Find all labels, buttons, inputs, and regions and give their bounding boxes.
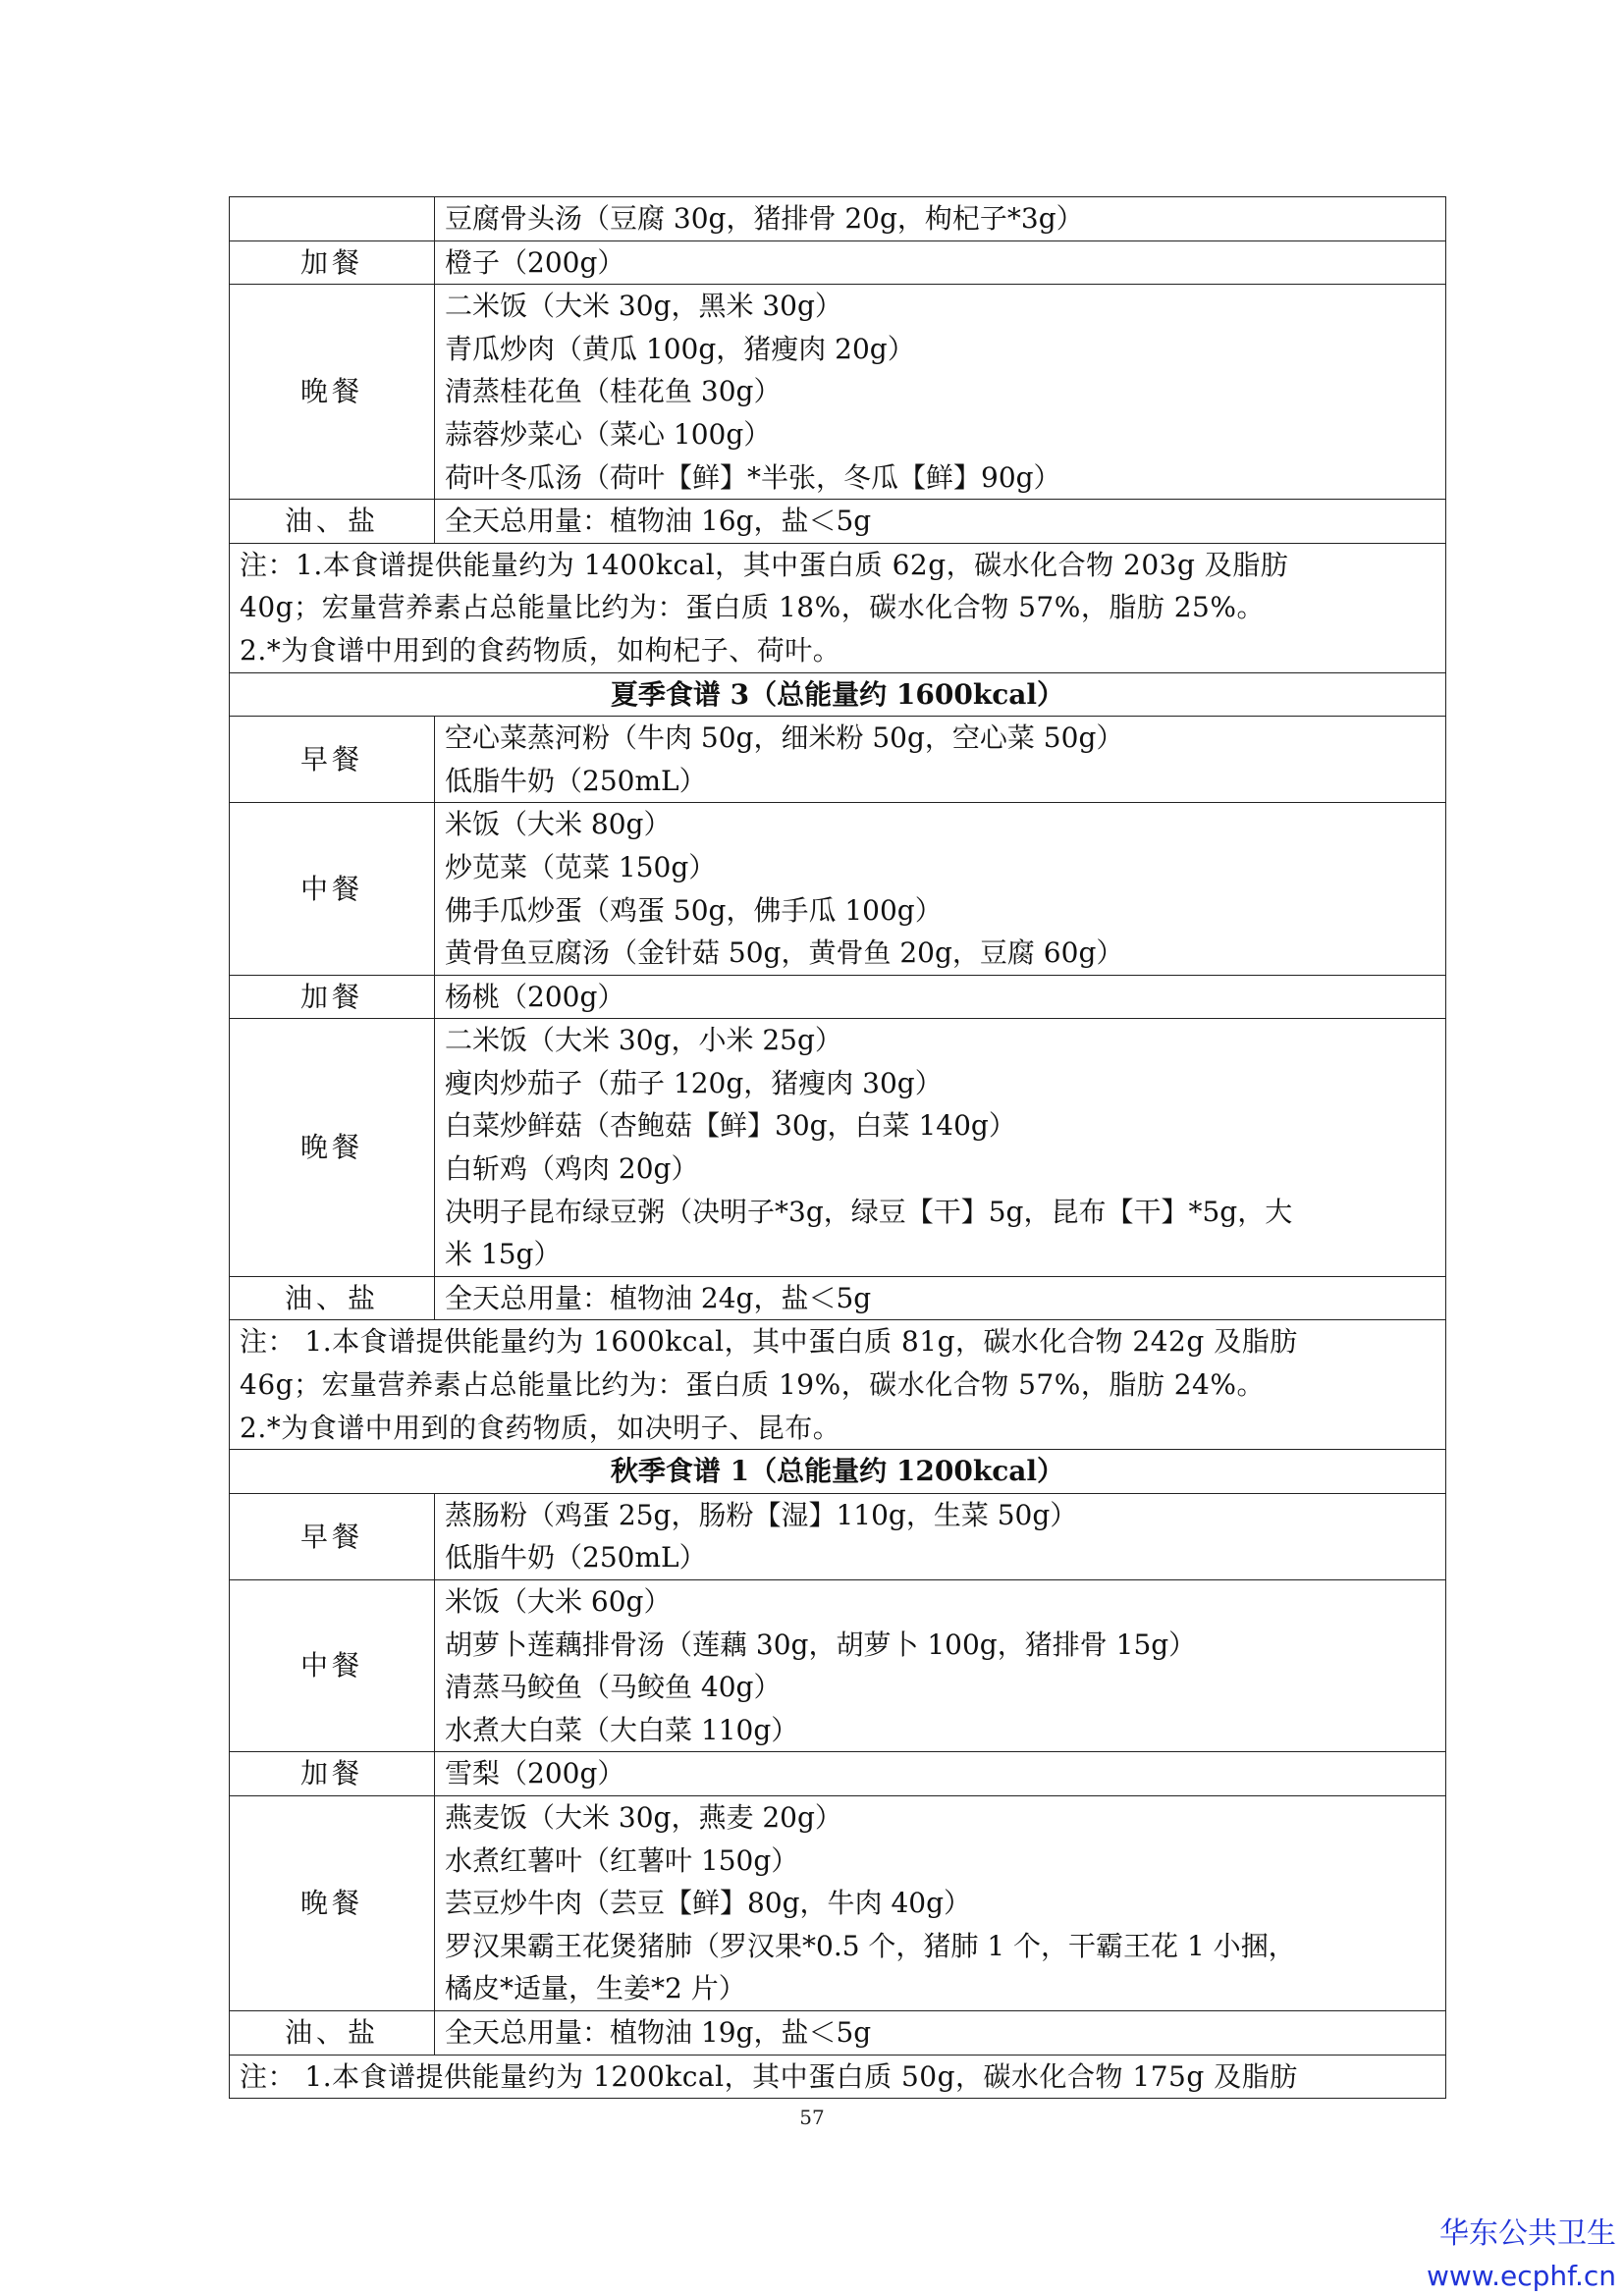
meal-label: 早餐 xyxy=(230,717,435,803)
watermark-url: www.ecphf.cn xyxy=(1426,2260,1616,2292)
meal-items xyxy=(435,1580,1446,1752)
meal-items xyxy=(435,1276,1446,1320)
meal-item: 二米饭（大米 30g，黑米 30g） xyxy=(445,290,842,323)
meal-label: 油、盐 xyxy=(230,1276,435,1320)
meal-item: 橘皮*适量，生姜*2 片） xyxy=(445,1972,746,2005)
meal-item: 米饭（大米 60g） xyxy=(445,1585,672,1618)
meal-item: 荷叶冬瓜汤（荷叶【鲜】*半张，冬瓜【鲜】90g） xyxy=(445,460,1061,494)
page-number: 57 xyxy=(799,2106,825,2129)
meal-row xyxy=(230,500,1446,544)
meal-item: 白菜炒鲜菇（杏鲍菇【鲜】30g，白菜 140g） xyxy=(445,1109,1016,1143)
note-line: 注：1.本食谱提供能量约为 1400kcal，其中蛋白质 62g，碳水化合物 203g 及脂肪 xyxy=(240,548,1289,581)
meal-row xyxy=(230,975,1446,1019)
meal-item: 米饭（大米 80g） xyxy=(445,808,672,841)
meal-item: 全天总用量：植物油 19g，盐＜5g xyxy=(445,2015,872,2049)
meal-item: 低脂牛奶（250mL） xyxy=(445,764,707,797)
meal-item: 空心菜蒸河粉（牛肉 50g，细米粉 50g，空心菜 50g） xyxy=(445,721,1124,755)
meal-item: 豆腐骨头汤（豆腐 30g，猪排骨 20g，枸杞子*3g） xyxy=(445,202,1084,235)
meal-items xyxy=(435,717,1446,803)
meal-item: 炒苋菜（苋菜 150g） xyxy=(445,850,717,883)
meal-label: 中餐 xyxy=(230,1580,435,1752)
meal-item: 白斩鸡（鸡肉 20g） xyxy=(445,1152,699,1186)
meal-items xyxy=(435,285,1446,500)
menu-table xyxy=(229,196,1446,2099)
meal-row xyxy=(230,285,1446,500)
meal-row xyxy=(230,717,1446,803)
meal-label: 油、盐 xyxy=(230,2010,435,2055)
meal-item: 米 15g） xyxy=(445,1238,562,1271)
watermark-title: 华东公共卫生 xyxy=(1439,2216,1616,2251)
meal-items xyxy=(435,240,1446,285)
section-title-row xyxy=(230,1450,1446,1494)
meal-row xyxy=(230,1752,1446,1796)
note xyxy=(230,2055,1446,2099)
meal-item: 芸豆炒牛肉（芸豆【鲜】80g，牛肉 40g） xyxy=(445,1887,972,1920)
meal-row xyxy=(230,1493,1446,1579)
meal-row xyxy=(230,197,1446,241)
meal-row xyxy=(230,803,1446,975)
meal-item: 胡萝卜莲藕排骨汤（莲藕 30g，胡萝卜 100g，猪排骨 15g） xyxy=(445,1628,1197,1661)
meal-item: 水煮大白菜（大白菜 110g） xyxy=(445,1713,799,1746)
meal-items xyxy=(435,500,1446,544)
meal-label: 早餐 xyxy=(230,1493,435,1579)
meal-row xyxy=(230,1580,1446,1752)
meal-label xyxy=(230,197,435,241)
meal-label: 晚餐 xyxy=(230,1795,435,2010)
meal-row xyxy=(230,1795,1446,2010)
meal-item: 清蒸桂花鱼（桂花鱼 30g） xyxy=(445,375,782,408)
meal-label: 中餐 xyxy=(230,803,435,975)
meal-items xyxy=(435,1795,1446,2010)
section-title: 夏季食谱 3（总能量约 1600kcal） xyxy=(230,672,1446,717)
note xyxy=(230,543,1446,672)
note-line: 2.*为食谱中用到的食药物质，如枸杞子、荷叶。 xyxy=(240,633,841,667)
meal-item: 青瓜炒肉（黄瓜 100g，猪瘦肉 20g） xyxy=(445,332,915,365)
meal-item: 全天总用量：植物油 16g，盐＜5g xyxy=(445,505,872,538)
meal-row xyxy=(230,1019,1446,1277)
meal-items xyxy=(435,197,1446,241)
meal-items xyxy=(435,1752,1446,1796)
meal-item: 燕麦饭（大米 30g，燕麦 20g） xyxy=(445,1800,842,1834)
meal-item: 橙子（200g） xyxy=(445,245,625,279)
meal-items xyxy=(435,2010,1446,2055)
meal-item: 雪梨（200g） xyxy=(445,1757,625,1790)
meal-label: 加餐 xyxy=(230,240,435,285)
section-title: 秋季食谱 1（总能量约 1200kcal） xyxy=(230,1450,1446,1494)
menu-table-body xyxy=(230,197,1446,2099)
meal-items xyxy=(435,1019,1446,1277)
meal-item: 黄骨鱼豆腐汤（金针菇 50g，黄骨鱼 20g，豆腐 60g） xyxy=(445,936,1124,970)
section-title-row xyxy=(230,672,1446,717)
note-line: 2.*为食谱中用到的食药物质，如决明子、昆布。 xyxy=(240,1411,841,1444)
meal-row xyxy=(230,1276,1446,1320)
meal-row xyxy=(230,240,1446,285)
meal-label: 晚餐 xyxy=(230,1019,435,1277)
note-line: 注： 1.本食谱提供能量约为 1200kcal，其中蛋白质 50g，碳水化合物 175g 及脂肪 xyxy=(240,2059,1298,2093)
meal-item: 决明子昆布绿豆粥（决明子*3g，绿豆【干】5g，昆布【干】*5g，大 xyxy=(445,1195,1293,1228)
note xyxy=(230,1320,1446,1450)
meal-item: 水煮红薯叶（红薯叶 150g） xyxy=(445,1843,799,1877)
meal-items xyxy=(435,1493,1446,1579)
meal-item: 罗汉果霸王花煲猪肺（罗汉果*0.5 个，猪肺 1 个，干霸王花 1 小捆， xyxy=(445,1929,1296,1962)
note-row xyxy=(230,1320,1446,1450)
note-line: 40g；宏量营养素占总能量比约为：蛋白质 18%，碳水化合物 57%，脂肪 25%。 xyxy=(240,591,1265,624)
meal-items xyxy=(435,975,1446,1019)
meal-item: 全天总用量：植物油 24g，盐＜5g xyxy=(445,1281,872,1314)
note-line: 注： 1.本食谱提供能量约为 1600kcal，其中蛋白质 81g，碳水化合物 242g 及脂肪 xyxy=(240,1325,1298,1359)
meal-item: 蒸肠粉（鸡蛋 25g，肠粉【湿】110g，生菜 50g） xyxy=(445,1498,1078,1531)
meal-label: 油、盐 xyxy=(230,500,435,544)
meal-label: 加餐 xyxy=(230,975,435,1019)
note-line: 46g；宏量营养素占总能量比约为：蛋白质 19%，碳水化合物 57%，脂肪 24%。 xyxy=(240,1368,1265,1402)
meal-item: 低脂牛奶（250mL） xyxy=(445,1541,707,1575)
meal-item: 杨桃（200g） xyxy=(445,980,625,1013)
meal-label: 加餐 xyxy=(230,1752,435,1796)
meal-item: 佛手瓜炒蛋（鸡蛋 50g，佛手瓜 100g） xyxy=(445,893,943,927)
meal-item: 瘦肉炒茄子（茄子 120g，猪瘦肉 30g） xyxy=(445,1066,943,1099)
meal-item: 清蒸马鲛鱼（马鲛鱼 40g） xyxy=(445,1671,782,1704)
note-row xyxy=(230,543,1446,672)
meal-label: 晚餐 xyxy=(230,285,435,500)
note-row xyxy=(230,2055,1446,2099)
meal-item: 蒜蓉炒菜心（菜心 100g） xyxy=(445,417,772,451)
meal-row xyxy=(230,2010,1446,2055)
meal-items xyxy=(435,803,1446,975)
meal-item: 二米饭（大米 30g，小米 25g） xyxy=(445,1024,842,1057)
